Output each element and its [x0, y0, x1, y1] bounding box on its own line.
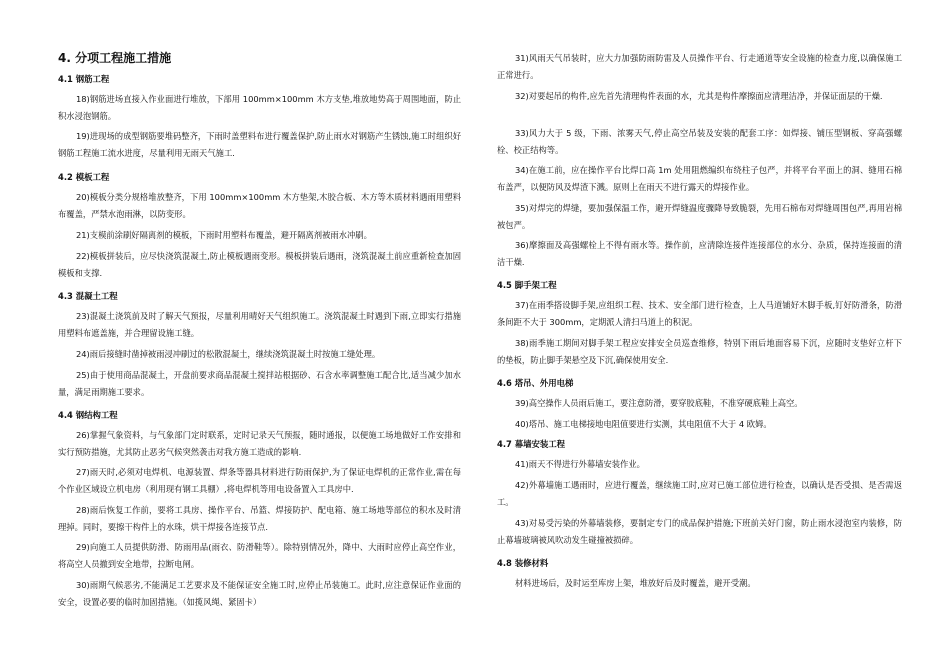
paragraph: 28)雨后恢复工作前，要将工具房、操作平台、吊篮、焊接防护、配电箱、施工场地等部位的积水及时清理掉。同时，要擦干构件上的水珠，烘干焊接各连接节点. [58, 505, 461, 532]
subsection-heading: 4.8 装修材料 [497, 558, 549, 568]
subsection-heading: 4.3 混凝土工程 [58, 291, 118, 301]
paragraph: 39)高空操作人员雨后施工，要注意防滑，要穿胶底鞋，不准穿硬底鞋上高空。 [515, 398, 803, 408]
subsection-heading: 4.4 钢结构工程 [58, 410, 118, 420]
paragraph: 19)进现场的成型钢筋要堆码整齐，下雨时盖塑料布进行覆盖保护,防止雨水对钢筋产生锈蚀,施工时组织好钢筋工程施工流水进度，尽量利用无雨天气施工. [58, 131, 461, 158]
paragraph: 材料进场后，及时运至库房上架，堆放好后及时覆盖，避开受潮。 [515, 578, 756, 588]
paragraph: 20)模板分类分规格堆放整齐，下用 100mm×100mm 木方垫架,木胶合板、木方等木质材料遇雨用塑料布覆盖，严禁水泡雨淋，以防变形。 [58, 192, 461, 219]
section-title: 4. 分项工程施工措施 [58, 51, 172, 65]
paragraph: 38)雨季施工期间对脚手架工程应安排安全员巡查维修，特别下雨后地面容易下沉，应随时支垫好立杆下的垫板，防止脚手架悬空及下沉,确保使用安全. [497, 338, 902, 365]
paragraph: 18)钢筋进场直接入作业面进行堆放，下部用 100mm×100mm 木方支垫,堆放地势高于周围地面，防止积水浸泡钢筋。 [58, 94, 461, 121]
paragraph: 37)在雨季搭设脚手架,应组织工程、技术、安全部门进行检查，上人马道铺好木脚手板,钉好防滑条，防滑条间距不大于 300mm，定期派人清扫马道上的积泥。 [497, 300, 902, 327]
paragraph: 21)支模前涂刷好隔离剂的模板，下雨时用塑料布覆盖，避开隔离剂被雨水冲刷。 [76, 230, 372, 240]
paragraph: 32)对要起吊的构件,应先首先清理构件表面的水，尤其是构件摩擦面应清理洁净，并保证面层的干燥. [515, 91, 883, 101]
paragraph: 29)向施工人员提供防滑、防雨用品(雨衣、防滑鞋等）。除特别情况外，降中、大雨时应停止高空作业，将高空人员撤到安全地带，拉断电闸。 [58, 542, 461, 569]
subsection-heading: 4.2 模板工程 [58, 172, 110, 182]
paragraph: 22)模板拼装后，应尽快浇筑混凝土,防止模板遇雨变形。模板拼装后遇雨，浇筑混凝土前应重新检查加固模板和支撑. [58, 251, 461, 278]
paragraph: 31)风雨天气吊装时，应大力加强防雨防雷及人员操作平台、行走通道等安全设施的检查力度,以确保施工正常进行。 [497, 53, 902, 80]
paragraph: 23)混凝土浇筑前及时了解天气预报，尽量利用晴好天气组织施工。浇筑混凝土时遇到下雨,立即实行措施用塑料布遮盖施，并合理留设施工缝。 [58, 311, 461, 338]
paragraph: 35)对焊完的焊缝，要加强保温工作，避开焊缝温度骤降导致脆裂，先用石棉布对焊缝周围包严,再用岩棉被包严。 [497, 203, 902, 230]
paragraph: 42)外幕墙施工遇雨时，应进行覆盖，继续施工时,应对已施工部位进行检查，以确认是否受损、是否需返工。 [497, 480, 902, 507]
subsection-heading: 4.7 幕墙安装工程 [497, 439, 566, 449]
paragraph: 24)雨后接缝时凿掉被雨浸冲刷过的松散混凝土，继续浇筑混凝土时按施工缝处理。 [76, 349, 381, 359]
paragraph: 34)在施工前，应在操作平台比焊口高 1m 处用阻燃编织布绕柱子包严，并将平台平面上的洞、缝用石棉布盖严，以便防风及焊渣下溅。原则上在雨天不进行露天的焊接作业。 [497, 165, 902, 192]
paragraph: 40)塔吊、施工电梯接地电阻值要进行实测，其电阻值不大于 4 欧姆。 [515, 419, 772, 429]
paragraph: 41)雨天不得进行外幕墙安装作业。 [515, 459, 645, 469]
subsection-heading: 4.6 塔吊、外用电梯 [497, 378, 574, 388]
subsection-heading: 4.5 脚手架工程 [497, 280, 557, 290]
paragraph: 43)对易受污染的外幕墙装修，要制定专门的成品保护措施;下班前关好门窗，防止雨水浸泡室内装修，防止幕墙玻璃被风吹动发生碰撞被损碎。 [497, 518, 902, 545]
subsection-heading: 4.1 钢筋工程 [58, 74, 110, 84]
paragraph: 36)摩擦面及高强螺栓上不得有雨水等。操作前，应清除连接件连接部位的水分、杂质，保持连接面的清洁干燥. [497, 240, 902, 267]
paragraph: 27)雨天时,必须对电焊机、电源装置、焊条等器具材料进行防雨保护,为了保证电焊机的正常作业,需在每个作业区域设立机电房（利用现有钢工具棚）,将电焊机等用电设备置入工具房中. [58, 467, 461, 494]
paragraph: 25)由于使用商品混凝土，开盘前要求商品混凝土搅拌站根据砂、石含水率调整施工配合比,适当减少加水量，满足雨期施工要求。 [58, 370, 461, 397]
paragraph: 30)雨期气候恶劣,不能满足工艺要求及不能保证安全施工时,应停止吊装施工。此时,应注意保证作业面的安全，设置必要的临时加固措施。（如揽风绳、紧固卡） [58, 580, 461, 607]
paragraph: 26)掌握气象资料，与气象部门定时联系，定时记录天气预报，随时通报，以便施工场地做好工作安排和实行预防措施，尤其防止恶劣气候突然袭击对我方施工造成的影响. [58, 430, 461, 457]
paragraph: 33)风力大于 5 级，下雨、浓雾天气,停止高空吊装及安装的配套工序：如焊接、铺压型钢板、穿高强螺栓、校正结构等。 [497, 128, 902, 155]
